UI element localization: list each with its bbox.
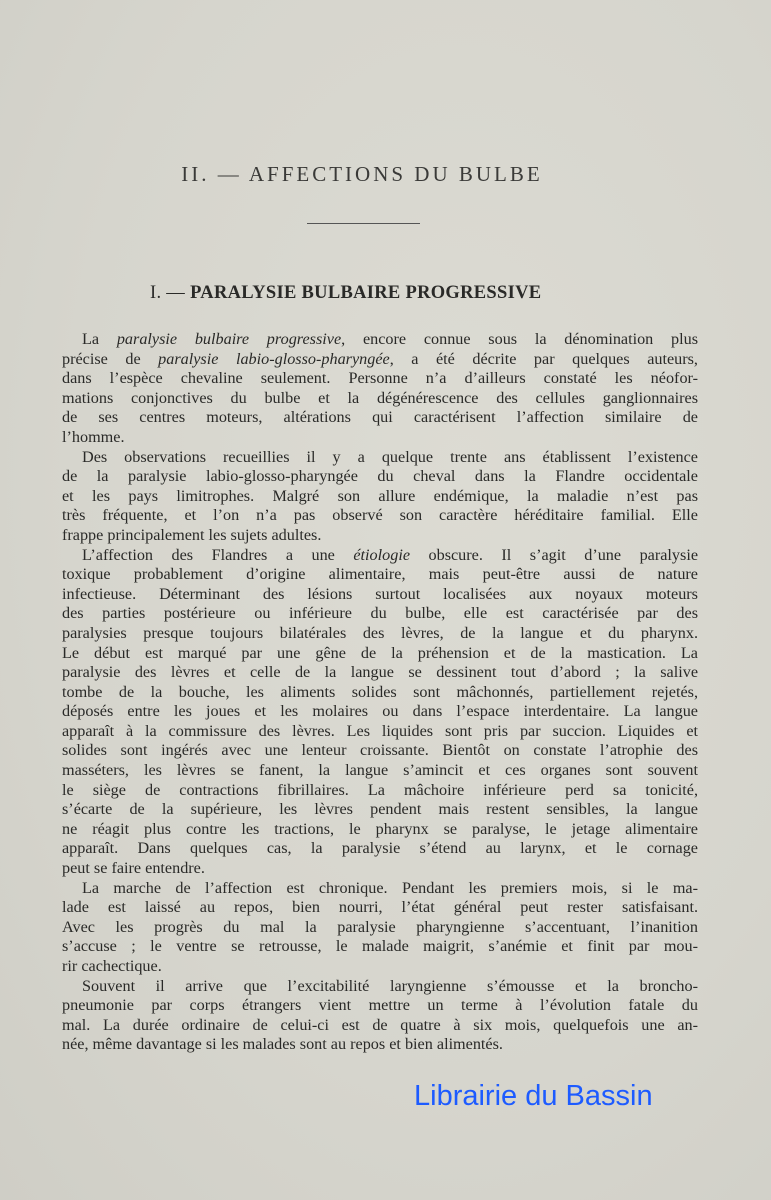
text-line [62,820,698,840]
text-line [62,683,698,703]
text-line [62,663,698,683]
text-segment: mal. La durée ordinaire de celui-ci est de quatre à six mois, quelquefois une an- [62,1015,698,1034]
text-segment: frappe principalement les sujets adultes. [62,525,322,544]
text-segment: précise de [62,349,159,368]
text-segment: des parties postérieure ou inférieure du bulbe, elle est caractérisée par des [62,604,698,623]
text-segment: née, même davantage si les malades sont au repos et bien alimentés. [62,1035,503,1054]
text-segment: apparaît à la commissure des lèvres. Les liquides sont pris par succion. Liquides et [62,721,698,740]
text-line [62,702,698,722]
text-segment: pneumonie par corps étrangers vient mettre un terme à l’évolution fatale du [62,996,698,1015]
text-segment: , encore connue sous la dénomination plus [341,330,699,348]
text-line [62,624,698,644]
text-line [62,722,698,742]
text-segment: La [82,330,117,348]
text-line [62,389,698,409]
italic-term: paralysie labio-glosso-pharyngée [158,349,390,368]
text-line [62,350,698,370]
text-line [62,937,698,957]
text-segment: l’homme. [62,427,125,446]
text-line [62,957,698,977]
text-segment: très fréquente, et l’on n’a pas observé son caractère héréditaire familial. Elle [62,506,698,525]
paragraph [62,546,698,879]
text-segment: Avec les progrès du mal la paralysie pharyngienne s’accentuant, l’inanition [62,917,698,936]
text-line [62,879,698,899]
text-line [62,585,698,605]
text-line [62,546,698,566]
paragraph [62,879,698,977]
text-line [62,467,698,487]
text-line [62,408,698,428]
text-segment: paralysies presque toujours bilatérales des lèvres, de la langue et du pharynx. [62,623,698,642]
text-segment: paralysie des lèvres et celle de la langue se dessinent tout d’abord ; la salive [62,663,698,682]
text-segment: toxique probablement d’origine alimentaire, mais peut-être aussi de nature [62,565,698,584]
text-segment: lade est laissé au repos, bien nourri, l’état général peut rester satisfaisant. [62,898,698,917]
text-segment: de ses centres moteurs, altérations qui caractérisent l’affection similaire de [62,408,698,427]
text-segment: mations conjonctives du bulbe et la dégénérescence des cellules ganglionnaires [62,388,698,407]
paragraph [62,977,698,1055]
text-line [62,800,698,820]
text-segment: L’affection des Flandres a une [82,545,354,564]
text-segment: obscure. Il s’agit d’une paralysie [410,545,698,564]
text-segment: , a été décrite par quelques auteurs, [389,349,698,368]
watermark: Librairie du Bassin [414,1080,653,1112]
text-line [62,526,698,546]
paragraph [62,448,698,546]
section-title: PARALYSIE BULBAIRE PROGRESSIVE [190,283,542,303]
text-segment: Le début est marqué par une gêne de la préhension et de la mastication. La [62,643,698,662]
text-line [62,741,698,761]
title-divider [307,223,420,224]
chapter-title: II. — AFFECTIONS DU BULBE [181,162,543,186]
paragraph [62,330,698,448]
text-line [62,644,698,664]
text-line [62,506,698,526]
text-segment: peut se faire entendre. [62,859,205,878]
text-segment: infectieuse. Déterminant des lésions surtout localisées aux noyaux moteurs [62,584,698,603]
text-segment: le siège de contractions fibrillaires. La mâchoire inférieure perd sa tonicité, [62,780,698,799]
text-line [62,487,698,507]
text-line [62,918,698,938]
italic-term: étiologie [353,545,411,564]
text-line [62,604,698,624]
text-segment: dans l’espèce chevaline seulement. Personne n’a d’ailleurs constaté les néofor- [62,369,698,388]
italic-term: paralysie bulbaire progressive [116,330,342,348]
text-segment: La marche de l’affection est chronique. Pendant les premiers mois, si le ma- [82,878,698,897]
text-segment: s’accuse ; le ventre se retrousse, le malade maigrit, s’anémie et finit par mou- [62,937,698,956]
text-segment: rir cachectique. [62,957,162,975]
text-line [62,1016,698,1036]
text-line [62,977,698,997]
text-segment: et les pays limitrophes. Malgré son allure endémique, la maladie n’est pas [62,486,698,505]
body-text [62,330,698,1055]
text-segment: Des observations recueillies il y a quelque trente ans établissent l’existence [82,447,698,466]
text-segment: Souvent il arrive que l’excitabilité laryngienne s’émousse et la broncho- [82,976,698,995]
section-number: I. — [150,283,186,303]
text-segment: tombe de la bouche, les aliments solides sont mâchonnés, partiellement rejetés, [62,682,698,701]
text-line [62,330,698,350]
text-line [62,428,698,448]
text-line [62,448,698,468]
text-segment: ne réagit plus contre les tractions, le pharynx se paralyse, le jetage alimentaire [62,819,698,838]
text-line [62,1035,698,1055]
section-heading [150,283,575,304]
text-segment: apparaît. Dans quelques cas, la paralysie s’étend au larynx, et le cornage [62,839,698,858]
text-segment: déposés entre les joues et les molaires ou dans l’espace interdentaire. La langue [62,702,698,721]
text-line [62,898,698,918]
text-segment: de la paralysie labio-glosso-pharyngée du cheval dans la Flandre occidentale [62,467,698,486]
text-line [62,761,698,781]
text-segment: masséters, les lèvres se fanent, la langue s’amincit et ces organes sont souvent [62,761,698,780]
text-line [62,565,698,585]
text-line [62,996,698,1016]
text-line [62,859,698,879]
text-line [62,781,698,801]
text-line [62,839,698,859]
text-segment: solides sont ingérés avec une lenteur croissante. Bientôt on constate l’atrophie des [62,741,698,760]
text-line [62,369,698,389]
text-segment: s’écarte de la supérieure, les lèvres pendent mais restent sensibles, la langue [62,800,698,819]
